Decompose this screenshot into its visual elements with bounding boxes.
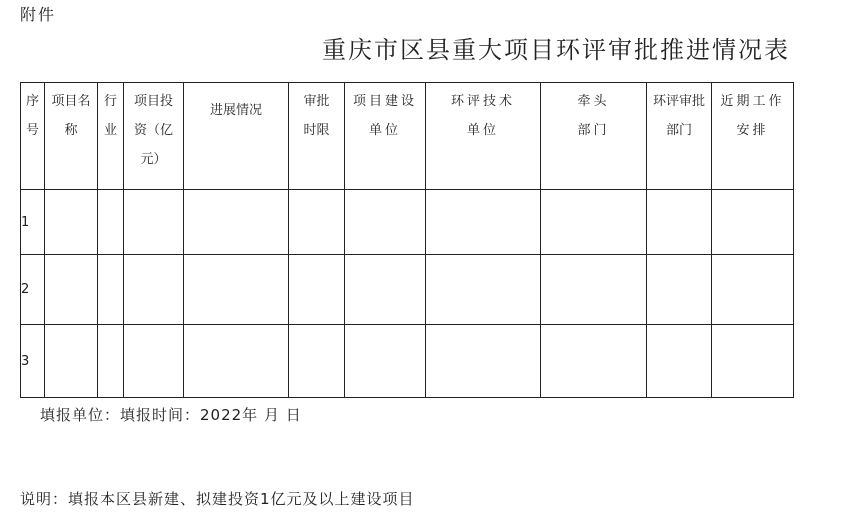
cell-eia-approval-department[interactable]	[647, 325, 712, 398]
cell-construction-unit[interactable]	[345, 325, 426, 398]
cell-eia-approval-department[interactable]	[647, 255, 712, 325]
header-investment: 项目投 资（亿 元）	[124, 83, 184, 190]
cell-recent-work-plan[interactable]	[712, 325, 794, 398]
header-progress: 进展情况	[184, 83, 289, 190]
table-row	[21, 190, 794, 255]
cell-recent-work-plan[interactable]	[712, 255, 794, 325]
project-table	[20, 82, 794, 398]
header-construction-unit: 项目建设 单位	[345, 83, 426, 190]
cell-eia-approval-department[interactable]	[647, 190, 712, 255]
cell-lead-department[interactable]	[541, 190, 647, 255]
cell-progress[interactable]	[184, 190, 289, 255]
cell-project-name[interactable]	[45, 325, 98, 398]
cell-eia-technical-unit[interactable]	[426, 255, 541, 325]
header-serial: 序 号	[21, 83, 45, 190]
header-industry: 行 业	[98, 83, 124, 190]
table-row	[21, 325, 794, 398]
cell-industry[interactable]	[98, 255, 124, 325]
row-index: 3	[21, 325, 45, 398]
cell-construction-unit[interactable]	[345, 190, 426, 255]
header-lead-department: 牵头 部门	[541, 83, 647, 190]
cell-progress[interactable]	[184, 325, 289, 398]
cell-approval-limit[interactable]	[289, 255, 345, 325]
cell-investment[interactable]	[124, 325, 184, 398]
cell-approval-limit[interactable]	[289, 190, 345, 255]
page-title: 重庆市区县重大项目环评审批推进情况表	[322, 36, 790, 64]
cell-progress[interactable]	[184, 255, 289, 325]
cell-construction-unit[interactable]	[345, 255, 426, 325]
cell-project-name[interactable]	[45, 190, 98, 255]
table-header-row	[21, 83, 794, 190]
header-project-name: 项目名 称	[45, 83, 98, 190]
filler-info-line: 填报单位：填报时间：2022年 月 日	[40, 406, 302, 424]
row-index: 2	[21, 255, 45, 325]
cell-investment[interactable]	[124, 255, 184, 325]
cell-investment[interactable]	[124, 190, 184, 255]
header-recent-work-plan: 近期工作 安排	[712, 83, 794, 190]
cell-recent-work-plan[interactable]	[712, 190, 794, 255]
cell-industry[interactable]	[98, 190, 124, 255]
attachment-label: 附件	[20, 5, 57, 24]
note-line: 说明：填报本区县新建、拟建投资1亿元及以上建设项目	[20, 490, 415, 508]
cell-approval-limit[interactable]	[289, 325, 345, 398]
table-row	[21, 255, 794, 325]
header-eia-technical-unit: 环评技术 单位	[426, 83, 541, 190]
cell-industry[interactable]	[98, 325, 124, 398]
cell-eia-technical-unit[interactable]	[426, 325, 541, 398]
header-approval-limit: 审批 时限	[289, 83, 345, 190]
cell-lead-department[interactable]	[541, 325, 647, 398]
cell-eia-technical-unit[interactable]	[426, 190, 541, 255]
header-eia-approval-department: 环评审批 部门	[647, 83, 712, 190]
row-index: 1	[21, 190, 45, 255]
cell-lead-department[interactable]	[541, 255, 647, 325]
cell-project-name[interactable]	[45, 255, 98, 325]
